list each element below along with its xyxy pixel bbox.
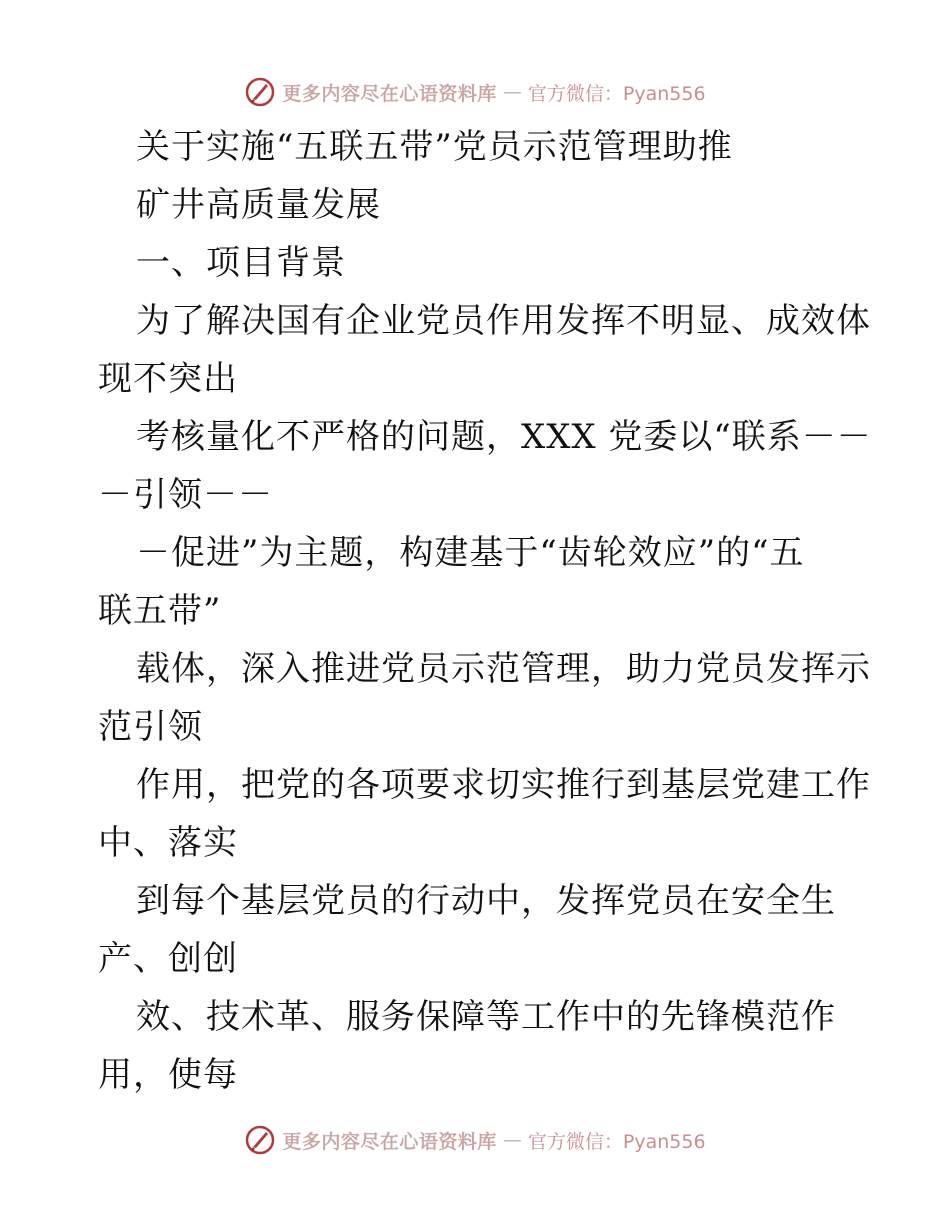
doc-line: 范引领: [98, 707, 203, 747]
doc-line: 考核量化不严格的问题，XXX 党委以“联系－－: [136, 417, 872, 457]
doc-line: －促进”为主题，构建基于“齿轮效应”的“五: [136, 533, 805, 573]
watermark-contact: 官方微信：Pyan556: [527, 82, 706, 105]
watermark-separator: —: [502, 81, 522, 103]
doc-line: 关于实施“五联五带”党员示范管理助推: [136, 127, 733, 167]
watermark-separator: —: [502, 1129, 522, 1151]
quill-logo-icon: [244, 76, 276, 108]
doc-line: 为了解决国有企业党员作用发挥不明显、成效体: [136, 301, 871, 341]
doc-line: 效、技术革、服务保障等工作中的先锋模范作: [136, 997, 836, 1037]
doc-line: 作用，把党的各项要求切实推行到基层党建工作: [136, 765, 871, 805]
watermark-footer: [0, 1120, 950, 1160]
watermark-contact: 官方微信：Pyan556: [527, 1130, 706, 1153]
doc-line: 用，使每: [98, 1055, 238, 1095]
watermark-site-text: 更多内容尽在心语资料库: [282, 82, 497, 105]
doc-line: 联五带”: [98, 591, 222, 631]
doc-line: 载体，深入推进党员示范管理，助力党员发挥示: [136, 649, 871, 689]
doc-line: －引领－－: [98, 475, 273, 515]
doc-line: 一、项目背景: [136, 243, 346, 283]
doc-line: 中、落实: [98, 823, 238, 863]
doc-line: 产、创创: [98, 939, 238, 979]
watermark-site-text: 更多内容尽在心语资料库: [282, 1130, 497, 1153]
quill-logo-icon: [244, 1124, 276, 1156]
watermark-header: [0, 72, 950, 112]
doc-line: 现不突出: [98, 359, 238, 399]
doc-line: 矿井高质量发展: [136, 185, 381, 225]
doc-line: 到每个基层党员的行动中，发挥党员在安全生: [136, 881, 836, 921]
